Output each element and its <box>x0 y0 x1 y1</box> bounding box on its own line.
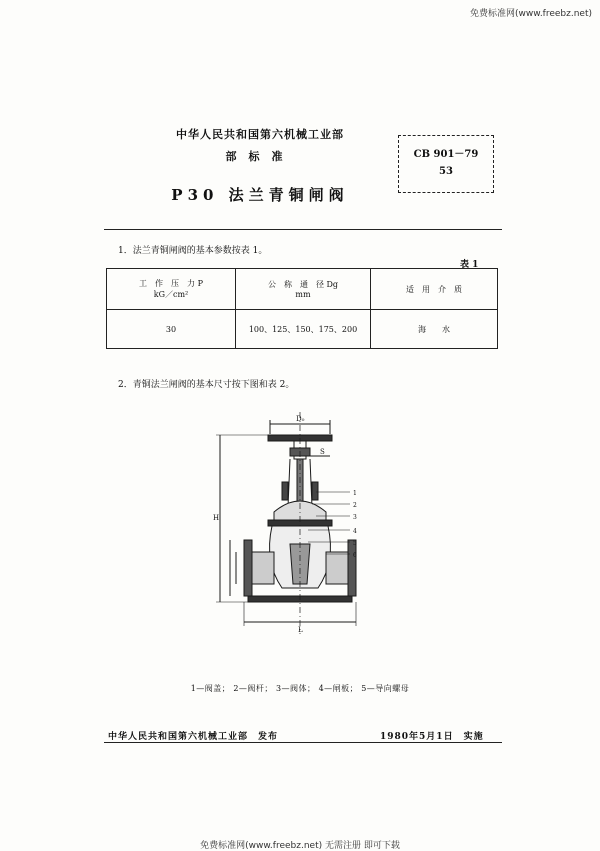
parameter-table <box>106 268 498 349</box>
standard-code: CB 901－79 <box>413 149 479 160</box>
gland-bolt-right <box>312 482 318 500</box>
height-label: H <box>213 514 220 522</box>
part-label-4: 4 <box>353 528 357 535</box>
part-label-5: 5 <box>353 540 357 547</box>
cell-pressure: 30 <box>107 310 236 349</box>
section1-text: 1．法兰青铜闸阀的基本参数按表 1。 <box>118 246 268 256</box>
table-header-row <box>107 269 498 310</box>
part-label-2: 2 <box>353 502 357 509</box>
part-label-1: 1 <box>353 490 357 497</box>
length-label: L <box>298 626 303 634</box>
outlet-flange <box>348 540 356 596</box>
header-medium <box>371 269 498 310</box>
table-row <box>107 310 498 349</box>
watermark-bottom: 免费标准网(www.freebz.net) 无需注册 即可下载 <box>200 841 400 851</box>
document-title: P30 法兰青铜闸阀 <box>171 186 349 204</box>
ministry-name: 中华人民共和国第六机械工业部 <box>176 128 344 141</box>
header-diameter-unit: mm <box>295 290 311 299</box>
header-diameter-label: 公 称 通 径 Dg <box>267 280 339 289</box>
outlet-pipe <box>326 552 350 584</box>
standard-code-box <box>398 135 494 193</box>
footer-rule <box>104 742 502 743</box>
stroke-label: S <box>320 448 325 456</box>
table-label: 表 1 <box>460 260 479 270</box>
part-label-6: 6 <box>353 552 357 559</box>
inlet-flange <box>244 540 252 596</box>
publisher: 中华人民共和国第六机械工业部 发布 <box>108 732 279 742</box>
handwheel-dim-label: D₀ <box>296 415 305 423</box>
watermark-top: 免费标准网(www.freebz.net) <box>470 9 592 19</box>
header-pressure-unit: kG／cm² <box>153 290 189 299</box>
part-label-3: 3 <box>353 514 357 521</box>
standard-code-sub: 53 <box>439 166 453 177</box>
header-diameter <box>236 269 371 310</box>
header-rule <box>104 229 502 230</box>
cell-medium: 海 水 <box>371 310 498 349</box>
header-medium-label: 适 用 介 质 <box>406 284 462 294</box>
figure-legend: 1—阀盖； 2—阀杆； 3—阀体； 4—闸板； 5—导向螺母 <box>190 684 410 693</box>
section2-text: 2．青铜法兰闸阀的基本尺寸按下图和表 2。 <box>118 380 295 390</box>
effective-date: 1980年5月1日 实施 <box>380 732 484 742</box>
header-pressure <box>107 269 236 310</box>
gland-bolt-left <box>282 482 288 500</box>
cell-diameter: 100、125、150、175、200 <box>236 310 371 349</box>
gate-valve-drawing <box>212 412 382 642</box>
inlet-pipe <box>250 552 274 584</box>
header-pressure-label: 工 作 压 力 P <box>139 279 203 288</box>
standard-type: 部标准 <box>225 150 295 163</box>
